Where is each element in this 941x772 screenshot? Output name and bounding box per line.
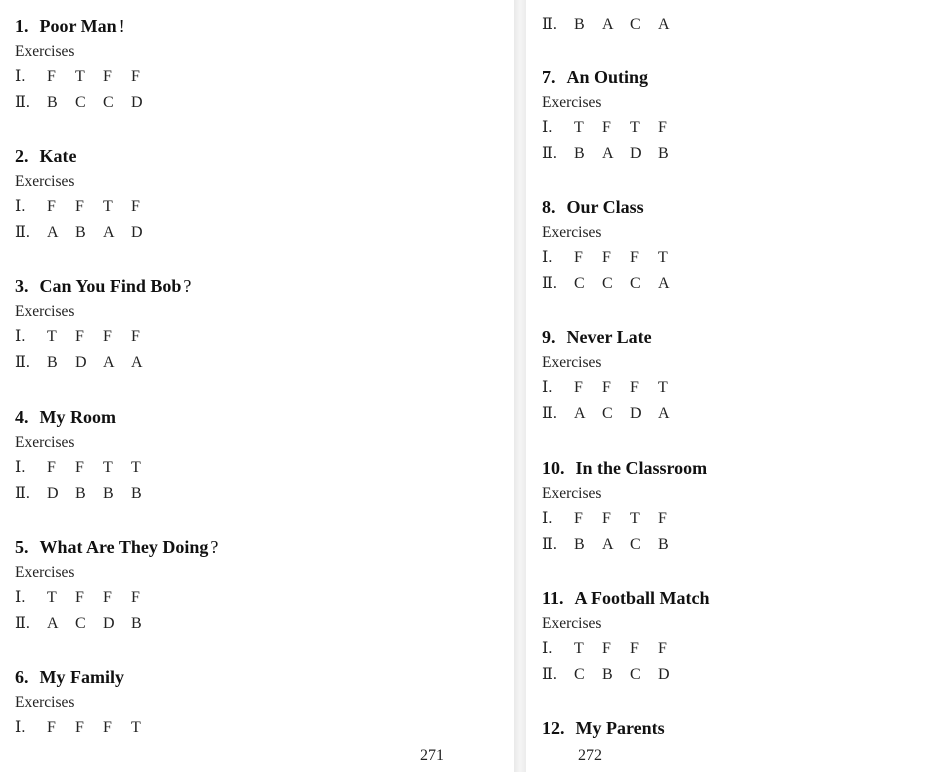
lesson-title-text: Never Late [566, 327, 652, 347]
exercises-label: Exercises [542, 615, 602, 632]
lesson-number: 12. [542, 718, 565, 738]
page-number: 271 [420, 747, 444, 764]
lesson-title [542, 717, 665, 739]
roman-numeral: Ⅱ. [542, 405, 557, 422]
answer-letter: F [131, 589, 140, 606]
answer-letter: F [103, 719, 112, 736]
exercises-label: Exercises [15, 43, 75, 60]
answer-letter: B [103, 485, 114, 502]
roman-numeral: Ⅱ. [15, 485, 30, 502]
answer-letter: B [47, 354, 58, 371]
answer-row [15, 353, 159, 373]
lesson-title [542, 66, 648, 88]
answer-letter: F [75, 459, 84, 476]
answer-letter: F [602, 510, 611, 527]
answer-letter: F [103, 589, 112, 606]
answer-letter: T [658, 249, 668, 266]
roman-numeral: Ⅰ. [15, 459, 26, 476]
page-gutter [514, 0, 526, 772]
exercises-label: Exercises [542, 224, 602, 241]
answer-letter: A [602, 536, 614, 553]
answer-row [15, 327, 159, 347]
answer-row [542, 509, 686, 529]
exercises-label: Exercises [15, 564, 75, 581]
answer-letter: F [75, 328, 84, 345]
answer-letter: T [131, 719, 141, 736]
answer-letter: A [103, 354, 115, 371]
answer-letter: C [630, 536, 641, 553]
answer-letter: F [574, 510, 583, 527]
roman-numeral: Ⅰ. [15, 198, 26, 215]
answer-letter: F [47, 198, 56, 215]
lesson-number: 3. [15, 276, 29, 296]
roman-numeral: Ⅰ. [542, 119, 553, 136]
answer-letter: F [602, 119, 611, 136]
lesson-title-text: My Family [39, 667, 124, 687]
lesson-number: 6. [15, 667, 29, 687]
lesson-number: 4. [15, 407, 29, 427]
exercises-label: Exercises [15, 173, 75, 190]
answer-letter: A [658, 275, 670, 292]
answer-letter: F [103, 68, 112, 85]
roman-numeral: Ⅱ. [15, 615, 30, 632]
answer-row [15, 458, 159, 478]
answer-row [542, 248, 686, 268]
answer-letter: B [131, 615, 142, 632]
answer-letter: F [574, 249, 583, 266]
answer-letter: F [47, 719, 56, 736]
lesson-number: 1. [15, 16, 29, 36]
answer-letter: D [658, 666, 670, 683]
answer-row [15, 223, 159, 243]
lesson-title-text: What Are They Doing [39, 537, 209, 557]
answer-letter: F [47, 459, 56, 476]
lesson-title-text: My Parents [575, 718, 665, 738]
roman-numeral: Ⅰ. [15, 68, 26, 85]
lesson-title-text: Poor Man [39, 16, 117, 36]
answer-letter: T [47, 328, 57, 345]
answer-letter: C [75, 615, 86, 632]
answer-letter: F [75, 589, 84, 606]
answer-letter: A [47, 615, 59, 632]
answer-letter: F [658, 640, 667, 657]
roman-numeral: Ⅱ. [15, 224, 30, 241]
answer-letter: T [75, 68, 85, 85]
answer-letter: F [630, 379, 639, 396]
roman-numeral: Ⅰ. [15, 589, 26, 606]
answer-letter: B [75, 485, 86, 502]
answer-row [15, 93, 159, 113]
roman-numeral: Ⅰ. [15, 328, 26, 345]
answer-letter: A [658, 405, 670, 422]
answer-letter: A [574, 405, 586, 422]
answer-letter: T [630, 119, 640, 136]
answer-row [15, 484, 159, 504]
lesson-title-text: Can You Find Bob [39, 276, 182, 296]
exercises-label: Exercises [15, 303, 75, 320]
answer-row [542, 118, 686, 138]
answer-letter: C [630, 666, 641, 683]
lesson-number: 2. [15, 146, 29, 166]
answer-letter: B [47, 94, 58, 111]
answer-row [542, 378, 686, 398]
exercises-label: Exercises [542, 485, 602, 502]
answer-letter: A [47, 224, 59, 241]
answer-letter: C [602, 405, 613, 422]
answer-row [15, 67, 159, 87]
answer-letter: F [658, 119, 667, 136]
roman-numeral: Ⅱ. [542, 145, 557, 162]
answer-letter: A [131, 354, 143, 371]
lesson-title [15, 275, 191, 297]
answer-row [15, 614, 159, 634]
lesson-title [542, 196, 644, 218]
answer-row [542, 404, 686, 424]
answer-letter: B [75, 224, 86, 241]
roman-numeral: Ⅱ. [542, 275, 557, 292]
answer-letter: F [75, 198, 84, 215]
roman-numeral: Ⅰ. [542, 249, 553, 266]
roman-numeral: Ⅱ. [542, 666, 557, 683]
answer-letter: C [103, 94, 114, 111]
lesson-title [542, 457, 707, 479]
lesson-title [15, 406, 116, 428]
answer-letter: F [602, 249, 611, 266]
page-number: 272 [578, 747, 602, 764]
answer-letter: A [602, 145, 614, 162]
answer-letter: B [602, 666, 613, 683]
answer-letter: D [131, 94, 143, 111]
answer-letter: D [103, 615, 115, 632]
title-punctuation: ? [183, 276, 192, 296]
title-punctuation: ! [118, 16, 125, 36]
answer-letter: D [47, 485, 59, 502]
answer-row [542, 274, 686, 294]
lesson-title-text: A Football Match [574, 588, 710, 608]
answer-letter: T [658, 379, 668, 396]
lesson-number: 7. [542, 67, 556, 87]
answer-letter: F [131, 328, 140, 345]
exercises-label: Exercises [15, 694, 75, 711]
lesson-number: 8. [542, 197, 556, 217]
answer-row [542, 665, 686, 685]
roman-numeral: Ⅰ. [542, 379, 553, 396]
exercises-label: Exercises [542, 94, 602, 111]
answer-letter: F [47, 68, 56, 85]
title-punctuation: ? [210, 537, 219, 557]
answer-row [542, 639, 686, 659]
exercises-label: Exercises [15, 434, 75, 451]
answer-letter: F [131, 198, 140, 215]
answer-letter: A [602, 16, 614, 33]
answer-letter: F [630, 249, 639, 266]
roman-numeral: Ⅱ. [15, 354, 30, 371]
answer-letter: B [574, 145, 585, 162]
answer-letter: A [658, 16, 670, 33]
lesson-title-text: Our Class [566, 197, 644, 217]
answer-letter: T [630, 510, 640, 527]
roman-numeral: Ⅰ. [542, 640, 553, 657]
answer-letter: B [658, 536, 669, 553]
answer-row [15, 197, 159, 217]
answer-letter: D [630, 405, 642, 422]
answer-letter: T [103, 198, 113, 215]
lesson-title-text: An Outing [566, 67, 649, 87]
answer-row [542, 144, 686, 164]
answer-row [15, 718, 159, 738]
lesson-title [15, 15, 125, 37]
answer-letter: D [75, 354, 87, 371]
answer-row [542, 15, 686, 35]
answer-letter: C [630, 275, 641, 292]
roman-numeral: Ⅰ. [542, 510, 553, 527]
answer-letter: F [630, 640, 639, 657]
answer-letter: F [602, 379, 611, 396]
roman-numeral: Ⅱ. [542, 16, 557, 33]
answer-letter: T [574, 119, 584, 136]
answer-letter: A [103, 224, 115, 241]
answer-row [15, 588, 159, 608]
lesson-title-text: In the Classroom [575, 458, 708, 478]
answer-letter: F [75, 719, 84, 736]
roman-numeral: Ⅱ. [542, 536, 557, 553]
lesson-title [15, 145, 76, 167]
answer-letter: C [75, 94, 86, 111]
lesson-title [15, 536, 218, 558]
answer-letter: F [131, 68, 140, 85]
right-page [526, 0, 941, 772]
roman-numeral: Ⅱ. [15, 94, 30, 111]
lesson-number: 5. [15, 537, 29, 557]
lesson-number: 10. [542, 458, 565, 478]
lesson-number: 11. [542, 588, 564, 608]
answer-letter: T [103, 459, 113, 476]
answer-letter: D [131, 224, 143, 241]
answer-letter: F [574, 379, 583, 396]
lesson-title [15, 666, 124, 688]
answer-letter: B [131, 485, 142, 502]
answer-letter: F [602, 640, 611, 657]
lesson-number: 9. [542, 327, 556, 347]
answer-letter: B [574, 536, 585, 553]
answer-letter: T [131, 459, 141, 476]
answer-letter: T [574, 640, 584, 657]
roman-numeral: Ⅰ. [15, 719, 26, 736]
answer-letter: T [47, 589, 57, 606]
answer-letter: F [103, 328, 112, 345]
answer-letter: B [574, 16, 585, 33]
answer-letter: C [574, 666, 585, 683]
answer-letter: F [658, 510, 667, 527]
answer-letter: B [658, 145, 669, 162]
lesson-title-text: Kate [39, 146, 77, 166]
answer-row [542, 535, 686, 555]
exercises-label: Exercises [542, 354, 602, 371]
lesson-title-text: My Room [39, 407, 116, 427]
lesson-title [542, 326, 652, 348]
answer-letter: C [574, 275, 585, 292]
answer-letter: C [630, 16, 641, 33]
lesson-title [542, 587, 710, 609]
answer-letter: C [602, 275, 613, 292]
answer-letter: D [630, 145, 642, 162]
